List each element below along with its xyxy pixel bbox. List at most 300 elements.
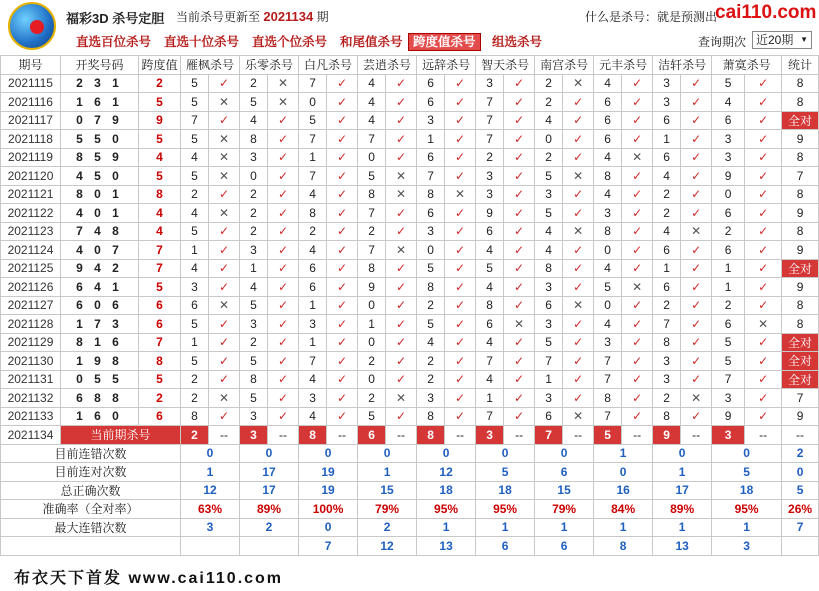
cross-icon: ✕ bbox=[209, 167, 240, 186]
issue-cell: 2021133 bbox=[1, 407, 61, 426]
check-icon: ✓ bbox=[622, 241, 653, 260]
stats-row bbox=[1, 481, 819, 500]
kill-value-cell: 3 bbox=[181, 278, 209, 297]
draw-number-cell: 8 0 1 bbox=[61, 185, 139, 204]
issue-cell: 2021121 bbox=[1, 185, 61, 204]
span-cell: 5 bbox=[139, 167, 181, 186]
tab-4[interactable]: 跨度值杀号 bbox=[408, 33, 481, 51]
table-row bbox=[1, 315, 819, 334]
stats-value: 89% bbox=[240, 500, 299, 519]
total-cell: 9 bbox=[782, 278, 819, 297]
stats-value: 7 bbox=[782, 518, 819, 537]
check-icon: ✓ bbox=[563, 315, 594, 334]
stats-row bbox=[1, 444, 819, 463]
total-cell: 9 bbox=[782, 407, 819, 426]
span-cell: 7 bbox=[139, 241, 181, 260]
kill-value-cell: 3 bbox=[535, 315, 563, 334]
update-info: 当前杀号更新至 2021134 期 bbox=[176, 9, 329, 24]
stats-value: 3 bbox=[712, 537, 782, 556]
check-icon: ✓ bbox=[268, 222, 299, 241]
stats-value: 0 bbox=[476, 444, 535, 463]
total-cell: 全对 bbox=[782, 111, 819, 130]
column-header: 萧寞杀号 bbox=[712, 56, 782, 75]
total-cell: 全对 bbox=[782, 370, 819, 389]
current-kill-value: 2 bbox=[181, 426, 209, 445]
issue-cell: 2021120 bbox=[1, 167, 61, 186]
check-icon: ✓ bbox=[268, 204, 299, 223]
kill-value-cell: 4 bbox=[535, 111, 563, 130]
check-icon: ✓ bbox=[622, 315, 653, 334]
check-icon: ✓ bbox=[327, 389, 358, 408]
draw-number-cell: 4 0 1 bbox=[61, 204, 139, 223]
draw-number-cell: 4 5 0 bbox=[61, 167, 139, 186]
total-cell: 全对 bbox=[782, 333, 819, 352]
column-header: 开奖号码 bbox=[61, 56, 139, 75]
check-icon: ✓ bbox=[386, 74, 417, 93]
check-icon: ✓ bbox=[745, 204, 782, 223]
kill-value-cell: 4 bbox=[181, 259, 209, 278]
check-icon: ✓ bbox=[563, 204, 594, 223]
stats-value: 12 bbox=[417, 463, 476, 482]
stats-row bbox=[1, 463, 819, 482]
kill-value-cell: 5 bbox=[476, 259, 504, 278]
stats-value: 3 bbox=[181, 518, 240, 537]
check-icon: ✓ bbox=[745, 185, 782, 204]
what-is-link[interactable]: 什么是杀号：就是预测出 bbox=[585, 10, 718, 24]
span-cell: 5 bbox=[139, 93, 181, 112]
draw-number-cell: 2 3 1 bbox=[61, 74, 139, 93]
kill-value-cell: 9 bbox=[358, 278, 386, 297]
check-icon: ✓ bbox=[622, 352, 653, 371]
issue-cell: 2021132 bbox=[1, 389, 61, 408]
column-header: 统计 bbox=[782, 56, 819, 75]
stats-value: 17 bbox=[240, 481, 299, 500]
kill-value-cell: 5 bbox=[181, 222, 209, 241]
kill-value-cell: 5 bbox=[417, 315, 445, 334]
stats-value: 1 bbox=[653, 518, 712, 537]
kill-value-cell: 8 bbox=[181, 407, 209, 426]
check-icon: ✓ bbox=[209, 370, 240, 389]
total-cell: 全对 bbox=[782, 259, 819, 278]
kill-value-cell: 7 bbox=[358, 241, 386, 260]
check-icon: ✓ bbox=[386, 204, 417, 223]
check-icon: ✓ bbox=[386, 333, 417, 352]
issue-cell: 2021125 bbox=[1, 259, 61, 278]
check-icon: ✓ bbox=[745, 148, 782, 167]
check-icon: ✓ bbox=[386, 315, 417, 334]
current-kill-value: 9 bbox=[653, 426, 681, 445]
check-icon: ✓ bbox=[268, 130, 299, 149]
table-row bbox=[1, 296, 819, 315]
kill-value-cell: 5 bbox=[712, 74, 745, 93]
column-header: 元丰杀号 bbox=[594, 56, 653, 75]
check-icon: ✓ bbox=[563, 278, 594, 297]
cross-icon: ✕ bbox=[386, 241, 417, 260]
kill-value-cell: 3 bbox=[476, 167, 504, 186]
kill-value-cell: 0 bbox=[417, 241, 445, 260]
stats-label bbox=[1, 537, 181, 556]
check-icon: ✓ bbox=[504, 130, 535, 149]
check-icon: ✓ bbox=[386, 259, 417, 278]
check-icon: ✓ bbox=[681, 259, 712, 278]
kill-value-cell: 3 bbox=[299, 315, 327, 334]
kill-value-cell: 8 bbox=[240, 130, 268, 149]
stats-value: 1 bbox=[181, 463, 240, 482]
check-icon: ✓ bbox=[268, 167, 299, 186]
draw-number-cell: 0 5 5 bbox=[61, 370, 139, 389]
stats-value: 1 bbox=[417, 518, 476, 537]
stats-value: 2 bbox=[358, 518, 417, 537]
check-icon: ✓ bbox=[386, 278, 417, 297]
kill-value-cell: 2 bbox=[240, 185, 268, 204]
check-icon: ✓ bbox=[504, 167, 535, 186]
table-row bbox=[1, 222, 819, 241]
kill-value-cell: 7 bbox=[594, 352, 622, 371]
check-icon: ✓ bbox=[504, 296, 535, 315]
check-icon: ✓ bbox=[445, 130, 476, 149]
check-icon: ✓ bbox=[386, 370, 417, 389]
tab-5[interactable]: 组选杀号 bbox=[492, 35, 543, 49]
kill-value-cell: 4 bbox=[299, 407, 327, 426]
stats-value: 2 bbox=[240, 518, 299, 537]
check-icon: ✓ bbox=[209, 333, 240, 352]
cross-icon: ✕ bbox=[386, 167, 417, 186]
kill-value-cell: 8 bbox=[653, 407, 681, 426]
check-icon: ✓ bbox=[504, 352, 535, 371]
kill-value-cell: 8 bbox=[594, 167, 622, 186]
current-kill-value: 8 bbox=[417, 426, 445, 445]
kill-value-cell: 0 bbox=[358, 370, 386, 389]
stats-label: 目前连对次数 bbox=[1, 463, 181, 482]
issue-cell: 2021134 bbox=[1, 426, 61, 445]
check-icon: ✓ bbox=[445, 407, 476, 426]
kill-value-cell: 3 bbox=[653, 370, 681, 389]
kill-value-cell: 1 bbox=[181, 241, 209, 260]
kill-value-cell: 6 bbox=[417, 148, 445, 167]
stats-row bbox=[1, 537, 819, 556]
kill-value-cell: 5 bbox=[299, 111, 327, 130]
kill-value-cell: 5 bbox=[712, 333, 745, 352]
kill-value-cell: 5 bbox=[240, 93, 268, 112]
table-row bbox=[1, 167, 819, 186]
span-cell: 4 bbox=[139, 204, 181, 223]
kill-value-cell: 3 bbox=[712, 389, 745, 408]
check-icon: ✓ bbox=[622, 74, 653, 93]
cross-icon: ✕ bbox=[209, 389, 240, 408]
check-icon: ✓ bbox=[622, 389, 653, 408]
span-cell: 2 bbox=[139, 74, 181, 93]
kill-value-cell: 1 bbox=[476, 389, 504, 408]
stats-value: 1 bbox=[712, 518, 782, 537]
check-icon: ✓ bbox=[268, 259, 299, 278]
kill-value-cell: 4 bbox=[712, 93, 745, 112]
kill-value-cell: 6 bbox=[712, 204, 745, 223]
column-header: 智天杀号 bbox=[476, 56, 535, 75]
check-icon: ✓ bbox=[209, 185, 240, 204]
update-issue: 2021134 bbox=[263, 9, 314, 24]
check-icon: ✓ bbox=[445, 148, 476, 167]
kill-value-cell: 4 bbox=[358, 111, 386, 130]
issue-cell: 2021119 bbox=[1, 148, 61, 167]
kill-value-cell: 2 bbox=[535, 74, 563, 93]
check-icon: ✓ bbox=[504, 407, 535, 426]
check-icon: ✓ bbox=[563, 93, 594, 112]
check-icon: ✓ bbox=[386, 352, 417, 371]
tab-1[interactable]: 直选十位杀号 bbox=[164, 35, 240, 49]
kill-value-cell: 6 bbox=[712, 111, 745, 130]
kill-value-cell: 5 bbox=[181, 315, 209, 334]
tab-3[interactable]: 和尾值杀号 bbox=[340, 35, 403, 49]
kill-value-cell: 3 bbox=[653, 352, 681, 371]
check-icon: ✓ bbox=[445, 278, 476, 297]
kill-value-cell: 6 bbox=[299, 259, 327, 278]
table-row bbox=[1, 407, 819, 426]
kill-value-cell: 1 bbox=[535, 370, 563, 389]
dash-cell: -- bbox=[681, 426, 712, 445]
check-icon: ✓ bbox=[327, 296, 358, 315]
kill-value-cell: 5 bbox=[358, 167, 386, 186]
check-icon: ✓ bbox=[745, 111, 782, 130]
cross-icon: ✕ bbox=[745, 315, 782, 334]
span-cell: 2 bbox=[139, 389, 181, 408]
check-icon: ✓ bbox=[445, 370, 476, 389]
span-cell: 6 bbox=[139, 407, 181, 426]
check-icon: ✓ bbox=[622, 407, 653, 426]
kill-value-cell: 6 bbox=[476, 315, 504, 334]
tab-2[interactable]: 直选个位杀号 bbox=[252, 35, 328, 49]
kill-value-cell: 2 bbox=[299, 222, 327, 241]
cross-icon: ✕ bbox=[622, 278, 653, 297]
issue-cell: 2021118 bbox=[1, 130, 61, 149]
footer-banner: 布衣天下首发 www.cai110.com bbox=[0, 568, 394, 590]
cross-icon: ✕ bbox=[563, 167, 594, 186]
stats-value: 89% bbox=[653, 500, 712, 519]
stats-value: 0 bbox=[653, 444, 712, 463]
check-icon: ✓ bbox=[681, 241, 712, 260]
stats-value: 5 bbox=[712, 463, 782, 482]
check-icon: ✓ bbox=[445, 74, 476, 93]
draw-number-cell: 8 1 6 bbox=[61, 333, 139, 352]
check-icon: ✓ bbox=[209, 315, 240, 334]
tab-0[interactable]: 直选百位杀号 bbox=[76, 35, 152, 49]
check-icon: ✓ bbox=[504, 111, 535, 130]
check-icon: ✓ bbox=[268, 148, 299, 167]
stats-value: 17 bbox=[653, 481, 712, 500]
check-icon: ✓ bbox=[681, 204, 712, 223]
kill-value-cell: 5 bbox=[181, 74, 209, 93]
stats-value: 1 bbox=[653, 463, 712, 482]
check-icon: ✓ bbox=[622, 204, 653, 223]
check-icon: ✓ bbox=[563, 370, 594, 389]
kill-value-cell: 2 bbox=[358, 352, 386, 371]
period-select[interactable]: 近20期 ▼ bbox=[752, 31, 812, 49]
check-icon: ✓ bbox=[622, 130, 653, 149]
kill-value-cell: 8 bbox=[417, 278, 445, 297]
check-icon: ✓ bbox=[327, 222, 358, 241]
check-icon: ✓ bbox=[327, 315, 358, 334]
check-icon: ✓ bbox=[504, 370, 535, 389]
table-row bbox=[1, 259, 819, 278]
kill-value-cell: 8 bbox=[594, 389, 622, 408]
kill-value-cell: 7 bbox=[358, 204, 386, 223]
cross-icon: ✕ bbox=[563, 222, 594, 241]
kill-value-cell: 8 bbox=[653, 333, 681, 352]
check-icon: ✓ bbox=[209, 352, 240, 371]
stats-value: 13 bbox=[417, 537, 476, 556]
check-icon: ✓ bbox=[209, 111, 240, 130]
stats-value: 1 bbox=[535, 518, 594, 537]
kill-value-cell: 6 bbox=[535, 296, 563, 315]
stats-value: 8 bbox=[594, 537, 653, 556]
kill-value-cell: 4 bbox=[535, 241, 563, 260]
check-icon: ✓ bbox=[386, 148, 417, 167]
kill-value-cell: 5 bbox=[535, 204, 563, 223]
check-icon: ✓ bbox=[386, 296, 417, 315]
draw-number-cell: 4 0 7 bbox=[61, 241, 139, 260]
table-row bbox=[1, 111, 819, 130]
kill-value-cell: 2 bbox=[417, 352, 445, 371]
check-icon: ✓ bbox=[681, 352, 712, 371]
current-kill-value: 7 bbox=[535, 426, 563, 445]
kill-value-cell: 3 bbox=[594, 333, 622, 352]
check-icon: ✓ bbox=[745, 370, 782, 389]
stats-value: 12 bbox=[181, 481, 240, 500]
stats-value: 6 bbox=[535, 537, 594, 556]
kill-value-cell: 0 bbox=[594, 296, 622, 315]
span-cell: 9 bbox=[139, 111, 181, 130]
check-icon: ✓ bbox=[445, 111, 476, 130]
check-icon: ✓ bbox=[268, 296, 299, 315]
kill-value-cell: 6 bbox=[712, 241, 745, 260]
stats-value: 13 bbox=[653, 537, 712, 556]
kill-value-cell: 3 bbox=[240, 315, 268, 334]
kill-value-cell: 6 bbox=[653, 111, 681, 130]
total-cell: 全对 bbox=[782, 352, 819, 371]
check-icon: ✓ bbox=[445, 93, 476, 112]
check-icon: ✓ bbox=[504, 333, 535, 352]
kill-value-cell: 5 bbox=[712, 352, 745, 371]
kill-value-cell: 1 bbox=[181, 333, 209, 352]
check-icon: ✓ bbox=[563, 111, 594, 130]
check-icon: ✓ bbox=[268, 111, 299, 130]
kill-value-cell: 2 bbox=[653, 185, 681, 204]
kill-value-cell: 7 bbox=[476, 130, 504, 149]
total-cell: 8 bbox=[782, 74, 819, 93]
check-icon: ✓ bbox=[268, 370, 299, 389]
kill-value-cell: 0 bbox=[358, 333, 386, 352]
cross-icon: ✕ bbox=[209, 204, 240, 223]
kill-value-cell: 3 bbox=[417, 389, 445, 408]
kill-value-cell: 7 bbox=[299, 74, 327, 93]
column-header: 远辞杀号 bbox=[417, 56, 476, 75]
draw-number-cell: 6 4 1 bbox=[61, 278, 139, 297]
issue-cell: 2021130 bbox=[1, 352, 61, 371]
draw-number-cell: 5 5 0 bbox=[61, 130, 139, 149]
kill-value-cell: 7 bbox=[535, 352, 563, 371]
span-cell: 6 bbox=[139, 315, 181, 334]
stats-value: 1 bbox=[358, 463, 417, 482]
check-icon: ✓ bbox=[745, 352, 782, 371]
span-cell: 7 bbox=[139, 333, 181, 352]
kill-value-cell: 2 bbox=[417, 370, 445, 389]
brand-logo[interactable]: cai110.com bbox=[715, 2, 817, 23]
stats-value: 0 bbox=[240, 444, 299, 463]
draw-number-cell: 1 6 1 bbox=[61, 93, 139, 112]
stats-row bbox=[1, 518, 819, 537]
current-row bbox=[1, 426, 819, 445]
kill-value-cell: 1 bbox=[299, 296, 327, 315]
kill-value-cell: 0 bbox=[712, 185, 745, 204]
table-row bbox=[1, 278, 819, 297]
span-cell: 7 bbox=[139, 259, 181, 278]
cross-icon: ✕ bbox=[563, 74, 594, 93]
kill-value-cell: 3 bbox=[417, 222, 445, 241]
check-icon: ✓ bbox=[622, 93, 653, 112]
check-icon: ✓ bbox=[445, 296, 476, 315]
stats-value: 5 bbox=[476, 463, 535, 482]
draw-number-cell: 9 4 2 bbox=[61, 259, 139, 278]
kill-value-cell: 7 bbox=[299, 167, 327, 186]
kill-value-cell: 5 bbox=[535, 333, 563, 352]
cross-icon: ✕ bbox=[681, 389, 712, 408]
kill-value-cell: 4 bbox=[594, 315, 622, 334]
cross-icon: ✕ bbox=[209, 93, 240, 112]
kill-value-cell: 5 bbox=[181, 167, 209, 186]
kill-value-cell: 5 bbox=[240, 352, 268, 371]
kill-value-cell: 4 bbox=[299, 241, 327, 260]
kill-value-cell: 8 bbox=[417, 407, 445, 426]
stats-value: 0 bbox=[299, 518, 358, 537]
column-header: 南宫杀号 bbox=[535, 56, 594, 75]
span-cell: 5 bbox=[139, 370, 181, 389]
kill-value-cell: 3 bbox=[712, 130, 745, 149]
check-icon: ✓ bbox=[327, 74, 358, 93]
issue-cell: 2021123 bbox=[1, 222, 61, 241]
kill-value-cell: 7 bbox=[476, 352, 504, 371]
kill-value-cell: 7 bbox=[594, 407, 622, 426]
kill-value-cell: 3 bbox=[240, 148, 268, 167]
check-icon: ✓ bbox=[445, 222, 476, 241]
column-header: 雁枫杀号 bbox=[181, 56, 240, 75]
dash-cell: -- bbox=[622, 426, 653, 445]
kill-value-cell: 6 bbox=[594, 93, 622, 112]
check-icon: ✓ bbox=[681, 167, 712, 186]
check-icon: ✓ bbox=[681, 148, 712, 167]
check-icon: ✓ bbox=[386, 130, 417, 149]
kill-value-cell: 6 bbox=[535, 407, 563, 426]
kill-value-cell: 6 bbox=[653, 278, 681, 297]
stats-value: 18 bbox=[712, 481, 782, 500]
check-icon: ✓ bbox=[327, 333, 358, 352]
kill-value-cell: 6 bbox=[181, 296, 209, 315]
kill-value-cell: 2 bbox=[358, 222, 386, 241]
stats-value: 0 bbox=[181, 444, 240, 463]
kill-value-cell: 2 bbox=[358, 389, 386, 408]
kill-value-cell: 4 bbox=[594, 74, 622, 93]
cross-icon: ✕ bbox=[268, 93, 299, 112]
check-icon: ✓ bbox=[209, 222, 240, 241]
kill-value-cell: 6 bbox=[594, 111, 622, 130]
issue-cell: 2021116 bbox=[1, 93, 61, 112]
check-icon: ✓ bbox=[745, 296, 782, 315]
kill-value-cell: 8 bbox=[417, 185, 445, 204]
check-icon: ✓ bbox=[327, 407, 358, 426]
table-row bbox=[1, 333, 819, 352]
check-icon: ✓ bbox=[563, 333, 594, 352]
total-cell: 8 bbox=[782, 185, 819, 204]
kill-value-cell: 0 bbox=[299, 93, 327, 112]
check-icon: ✓ bbox=[504, 222, 535, 241]
